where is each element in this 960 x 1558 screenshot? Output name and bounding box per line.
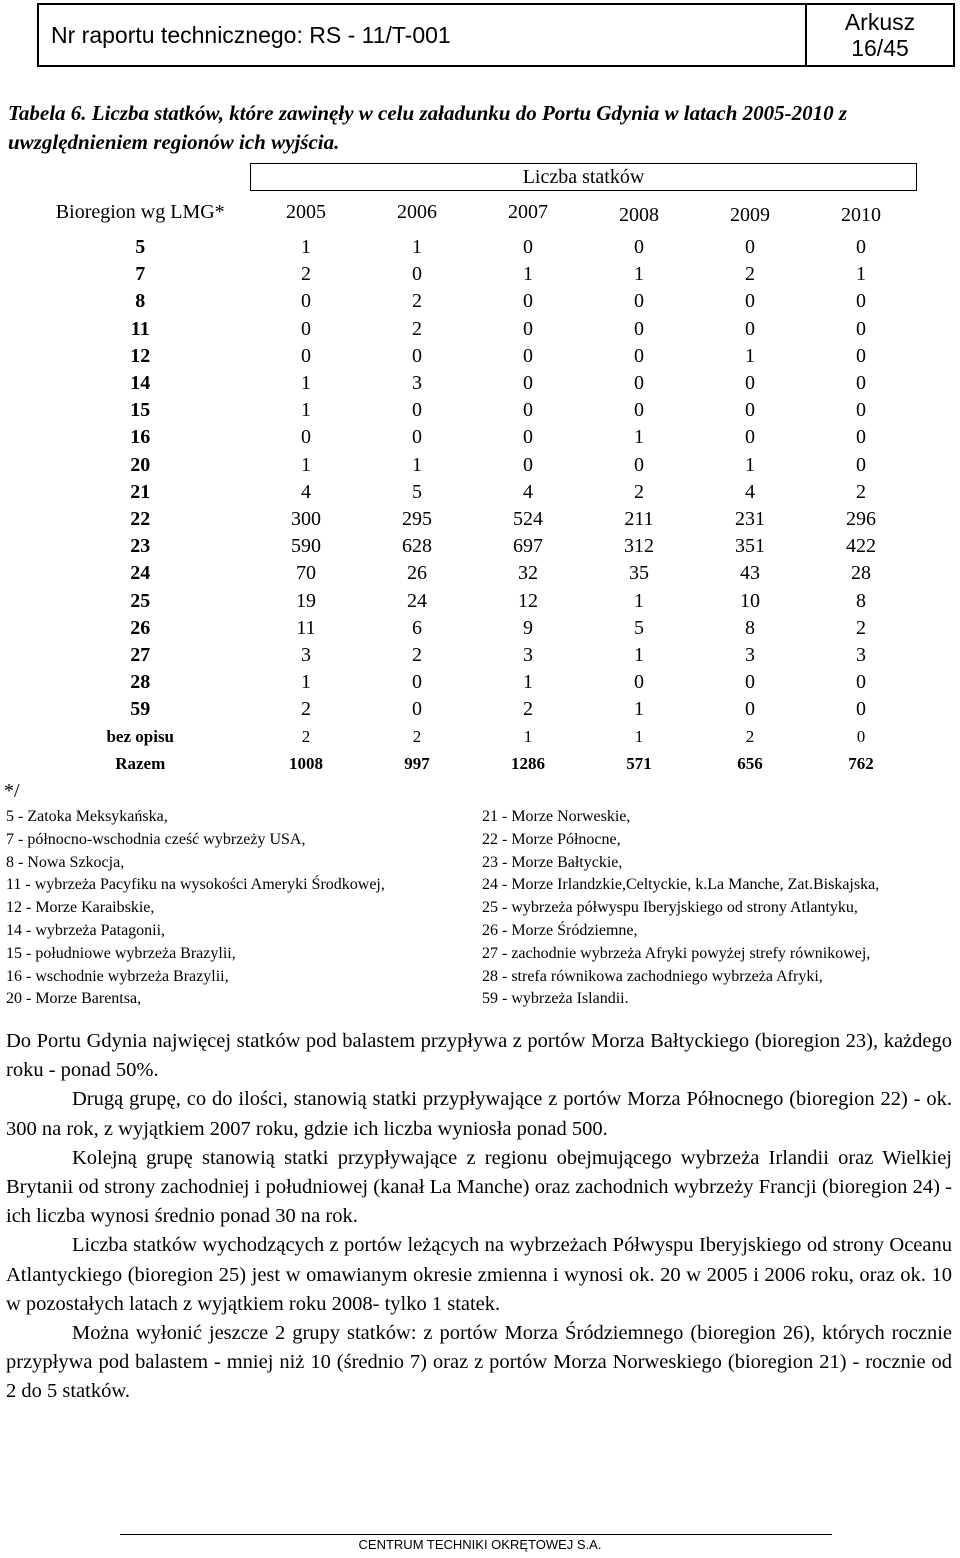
value-cell: 6 — [412, 616, 422, 639]
value-cell: 1 — [301, 453, 311, 476]
value-cell: 590 — [291, 535, 321, 558]
value-cell: 0 — [745, 372, 755, 395]
table-row — [30, 424, 917, 451]
value-cell: 1 — [301, 399, 311, 422]
legend-item: 23 - Morze Bałtyckie, — [482, 853, 623, 871]
value-cell: 0 — [745, 698, 755, 721]
row-label-cell: bez opisu — [106, 726, 175, 746]
legend-item: 28 - strefa równikowa zachodniego wybrzeża Afryki, — [482, 967, 823, 985]
value-cell: 1 — [523, 726, 533, 746]
value-cell: 0 — [523, 317, 533, 340]
value-cell: 295 — [402, 507, 432, 530]
value-cell: 296 — [846, 507, 876, 530]
column-header: 2009 — [730, 204, 770, 226]
value-cell: 0 — [634, 372, 644, 395]
value-cell: 1286 — [511, 754, 545, 774]
row-label-cell: 23 — [130, 535, 151, 558]
value-cell: 697 — [513, 535, 543, 558]
table-row — [30, 723, 917, 750]
value-cell: 997 — [404, 754, 430, 774]
value-cell: 0 — [634, 399, 644, 422]
value-cell: 4 — [745, 480, 755, 503]
row-label-cell: 12 — [130, 344, 151, 367]
value-cell: 2 — [634, 480, 644, 503]
sheet-number: 16/45 — [851, 35, 909, 61]
value-cell: 0 — [745, 317, 755, 340]
value-cell: 8 — [745, 616, 755, 639]
table-row — [30, 234, 917, 261]
value-cell: 0 — [301, 344, 311, 367]
value-cell: 0 — [856, 344, 866, 367]
value-cell: 1 — [634, 726, 644, 746]
value-cell: 2 — [856, 480, 866, 503]
row-label-cell: 5 — [135, 236, 146, 259]
empty-header-cell — [30, 164, 251, 191]
paragraph: Drugą grupę, co do ilości, stanowią statki przypływające z portów Morza Północnego (bioregion 22) - ok. 300 na rok, z wyjątkiem 2007 roku, gdzie ich liczba wyniosła ponad 500. — [6, 1088, 952, 1140]
value-cell: 0 — [856, 698, 866, 721]
value-cell: 0 — [856, 236, 866, 259]
value-cell: 0 — [634, 236, 644, 259]
value-cell: 2 — [523, 698, 533, 721]
value-cell: 0 — [856, 671, 866, 694]
value-cell: 1 — [412, 236, 422, 259]
column-header: 2005 — [286, 201, 326, 223]
value-cell: 0 — [523, 290, 533, 313]
value-cell: 19 — [296, 589, 316, 612]
row-label-cell: 14 — [130, 372, 151, 395]
value-cell: 0 — [634, 344, 644, 367]
table-row — [30, 316, 917, 343]
value-cell: 2 — [412, 643, 422, 666]
row-label-cell: 59 — [130, 698, 151, 721]
value-cell: 300 — [291, 507, 321, 530]
column-header: 2010 — [841, 204, 881, 226]
table-row — [30, 343, 917, 370]
report-number: Nr raportu technicznego: RS - 11/T-001 — [51, 21, 451, 48]
legend-right — [482, 806, 957, 1011]
legend-item: 5 - Zatoka Meksykańska, — [6, 808, 168, 825]
value-cell: 1 — [634, 589, 644, 612]
value-cell: 351 — [735, 535, 765, 558]
value-cell: 24 — [407, 589, 427, 612]
table-row — [30, 696, 917, 723]
value-cell: 12 — [518, 589, 538, 612]
value-cell: 0 — [856, 426, 866, 449]
value-cell: 8 — [856, 589, 866, 612]
value-cell: 43 — [740, 562, 760, 585]
paragraph: Kolejną grupę stanowią statki przypływające z regionu obejmującego wybrzeża Irlandii oraz Wielkiej Brytanii od strony zachodniej i południowej (kanał La Manche) oraz zachodnich wybrzeży Francji (bioregion 24) - ich liczba wynosi średnio ponad 30 na rok. — [6, 1146, 952, 1228]
value-cell: 0 — [412, 426, 422, 449]
value-cell: 0 — [412, 671, 422, 694]
value-cell: 0 — [634, 317, 644, 340]
legend-item: 22 - Morze Północne, — [482, 830, 621, 848]
value-cell: 0 — [523, 399, 533, 422]
value-cell: 656 — [737, 754, 763, 774]
legend-item: 8 - Nowa Szkocja, — [6, 853, 125, 871]
row-label-cell: 26 — [130, 616, 151, 639]
value-cell: 211 — [624, 507, 654, 530]
value-cell: 2 — [745, 263, 755, 286]
value-cell: 9 — [523, 616, 533, 639]
value-cell: 0 — [523, 236, 533, 259]
legend-item: 15 - południowe wybrzeża Brazylii, — [6, 944, 236, 962]
value-cell: 3 — [412, 372, 422, 395]
value-cell: 0 — [856, 317, 866, 340]
value-cell: 32 — [518, 562, 538, 585]
value-cell: 0 — [523, 426, 533, 449]
page-header — [37, 3, 955, 67]
row-label-cell: 11 — [130, 317, 150, 340]
value-cell: 571 — [626, 754, 652, 774]
table-row — [30, 479, 917, 506]
value-cell: 0 — [856, 372, 866, 395]
legend-item: 16 - wschodnie wybrzeża Brazylii, — [6, 967, 229, 985]
row-label-cell: 20 — [130, 453, 151, 476]
value-cell: 35 — [629, 562, 649, 585]
value-cell: 0 — [634, 453, 644, 476]
value-cell: 2 — [412, 290, 422, 313]
value-cell: 3 — [523, 643, 533, 666]
value-cell: 1 — [634, 643, 644, 666]
value-cell: 0 — [634, 671, 644, 694]
table-row — [30, 587, 917, 614]
value-cell: 628 — [402, 535, 432, 558]
column-header: Bioregion wg LMG* — [55, 200, 225, 223]
value-cell: 0 — [856, 726, 866, 746]
table-row — [30, 615, 917, 642]
row-label-cell: 16 — [130, 426, 151, 449]
row-label-cell: 25 — [130, 589, 151, 612]
row-label-cell: 24 — [130, 562, 151, 585]
value-cell: 1 — [523, 263, 533, 286]
value-cell: 11 — [296, 616, 316, 639]
value-cell: 1 — [745, 453, 755, 476]
footer-divider — [120, 1534, 832, 1535]
row-label-cell: 8 — [135, 290, 146, 313]
legend-item: 25 - wybrzeża półwyspu Iberyjskiego od strony Atlantyku, — [482, 899, 858, 917]
row-label-cell: 15 — [130, 399, 151, 422]
value-cell: 312 — [624, 535, 654, 558]
table-row — [30, 669, 917, 696]
table-row — [30, 642, 917, 669]
legend-item: 26 - Morze Śródziemne, — [482, 921, 638, 939]
value-cell: 1 — [634, 426, 644, 449]
sheet-box — [805, 5, 953, 65]
value-cell: 4 — [523, 480, 533, 503]
value-cell: 1 — [634, 698, 644, 721]
paragraph: Można wyłonić jeszcze 2 grupy statków: z portów Morza Śródziemnego (bioregion 26), których rocznie przypływa pod balastem - mniej niż 10 (średnio 7) oraz z portów Morza Norweskiego (bioregion 21) - rocznie od 2 do 5 statków. — [6, 1322, 952, 1403]
value-cell: 231 — [735, 507, 765, 530]
value-cell: 0 — [856, 290, 866, 313]
value-cell: 2 — [412, 317, 422, 340]
value-cell: 0 — [301, 290, 311, 313]
value-cell: 1 — [301, 671, 311, 694]
value-cell: 2 — [301, 726, 311, 746]
value-cell: 26 — [407, 562, 427, 585]
footer-company: CENTRUM TECHNIKI OKRĘTOWEJ S.A. — [358, 1537, 602, 1552]
value-cell: 0 — [523, 372, 533, 395]
ships-table — [30, 163, 917, 778]
value-cell: 3 — [856, 643, 866, 666]
table-row — [30, 261, 917, 288]
value-cell: 1 — [634, 263, 644, 286]
value-cell: 2 — [301, 263, 311, 286]
value-cell: 0 — [301, 317, 311, 340]
legend-item: 27 - zachodnie wybrzeża Afryki powyżej strefy równikowej, — [482, 944, 871, 962]
table-row — [30, 452, 917, 479]
value-cell: 5 — [634, 616, 644, 639]
value-cell: 0 — [301, 426, 311, 449]
value-cell: 28 — [851, 562, 871, 585]
row-label-cell: 7 — [135, 263, 146, 286]
value-cell: 0 — [412, 344, 422, 367]
value-cell: 10 — [740, 589, 760, 612]
column-header: 2007 — [508, 201, 548, 223]
value-cell: 1 — [856, 263, 866, 286]
value-cell: 5 — [412, 480, 422, 503]
sheet-label: Arkusz — [844, 9, 916, 35]
value-cell: 1 — [745, 344, 755, 367]
row-label-cell: 28 — [130, 671, 151, 694]
row-label-cell: 27 — [130, 643, 151, 666]
row-label-cell: 21 — [130, 480, 151, 503]
legend-item: 11 - wybrzeża Pacyfiku na wysokości Ameryki Środkowej, — [6, 876, 385, 894]
column-header: 2006 — [397, 201, 437, 223]
value-cell: 0 — [745, 426, 755, 449]
value-cell: 2 — [856, 616, 866, 639]
value-cell: 0 — [523, 453, 533, 476]
group-header: Liczba statków — [251, 164, 917, 191]
value-cell: 762 — [848, 754, 874, 774]
value-cell: 0 — [856, 399, 866, 422]
legend-item: 24 - Morze Irlandzkie,Celtyckie, k.La Manche, Zat.Biskajska, — [482, 876, 880, 894]
value-cell: 524 — [513, 507, 543, 530]
table-group-header-row — [30, 164, 917, 191]
value-cell: 3 — [301, 643, 311, 666]
table-row — [30, 370, 917, 397]
value-cell: 2 — [301, 698, 311, 721]
legend-item: 14 - wybrzeża Patagonii, — [6, 921, 166, 939]
table-row — [30, 288, 917, 315]
table-caption: Tabela 6. Liczba statków, które zawinęły w celu załadunku do Portu Gdynia w latach 2005-2010 z uwzględnieniem regionów ich wyjścia. — [8, 101, 848, 154]
body-text — [6, 1027, 952, 1407]
value-cell: 0 — [856, 453, 866, 476]
value-cell: 0 — [745, 236, 755, 259]
value-cell: 1008 — [289, 754, 323, 774]
value-cell: 0 — [412, 263, 422, 286]
value-cell: 70 — [296, 562, 316, 585]
row-label-cell: 22 — [130, 507, 151, 530]
value-cell: 2 — [412, 726, 422, 746]
value-cell: 0 — [745, 399, 755, 422]
paragraph: Do Portu Gdynia najwięcej statków pod balastem przypływa z portów Morza Bałtyckiego (bioregion 23), każdego roku - ponad 50%. — [6, 1030, 952, 1082]
legend-item: 21 - Morze Norweskie, — [482, 808, 631, 825]
table-row — [30, 397, 917, 424]
paragraph: Liczba statków wychodzących z portów leżących na wybrzeżach Półwyspu Iberyjskiego od strony Oceanu Atlantyckiego (bioregion 25) jest w omawianym okresie zmienna i wynosi ok. 20 w 2005 i 2006 roku, oraz ok. 10 w pozostałych latach z wyjątkiem roku 2008- tylko 1 statek. — [6, 1234, 952, 1315]
value-cell: 0 — [745, 290, 755, 313]
table-row — [30, 506, 917, 533]
value-cell: 0 — [412, 698, 422, 721]
value-cell: 1 — [301, 372, 311, 395]
legend-item: 20 - Morze Barentsa, — [6, 990, 142, 1008]
total-row — [30, 751, 917, 778]
table-column-header-row — [30, 191, 917, 235]
value-cell: 422 — [846, 535, 876, 558]
legend-left — [6, 806, 476, 1011]
value-cell: 1 — [301, 236, 311, 259]
legend-marker: */ — [4, 780, 20, 802]
value-cell: 4 — [301, 480, 311, 503]
table-row — [30, 533, 917, 560]
legend-item: 12 - Morze Karaibskie, — [6, 899, 155, 917]
table-row — [30, 560, 917, 587]
legend-item: 7 - północno-wschodnia cześć wybrzeży USA, — [6, 830, 306, 848]
value-cell: 0 — [412, 399, 422, 422]
row-label-cell: Razem — [115, 754, 166, 774]
value-cell: 0 — [634, 290, 644, 313]
value-cell: 0 — [745, 671, 755, 694]
value-cell: 2 — [745, 726, 755, 746]
value-cell: 1 — [412, 453, 422, 476]
value-cell: 0 — [523, 344, 533, 367]
value-cell: 3 — [745, 643, 755, 666]
legend-item: 59 - wybrzeża Islandii. — [482, 990, 629, 1008]
column-header: 2008 — [619, 204, 659, 226]
value-cell: 1 — [523, 671, 533, 694]
